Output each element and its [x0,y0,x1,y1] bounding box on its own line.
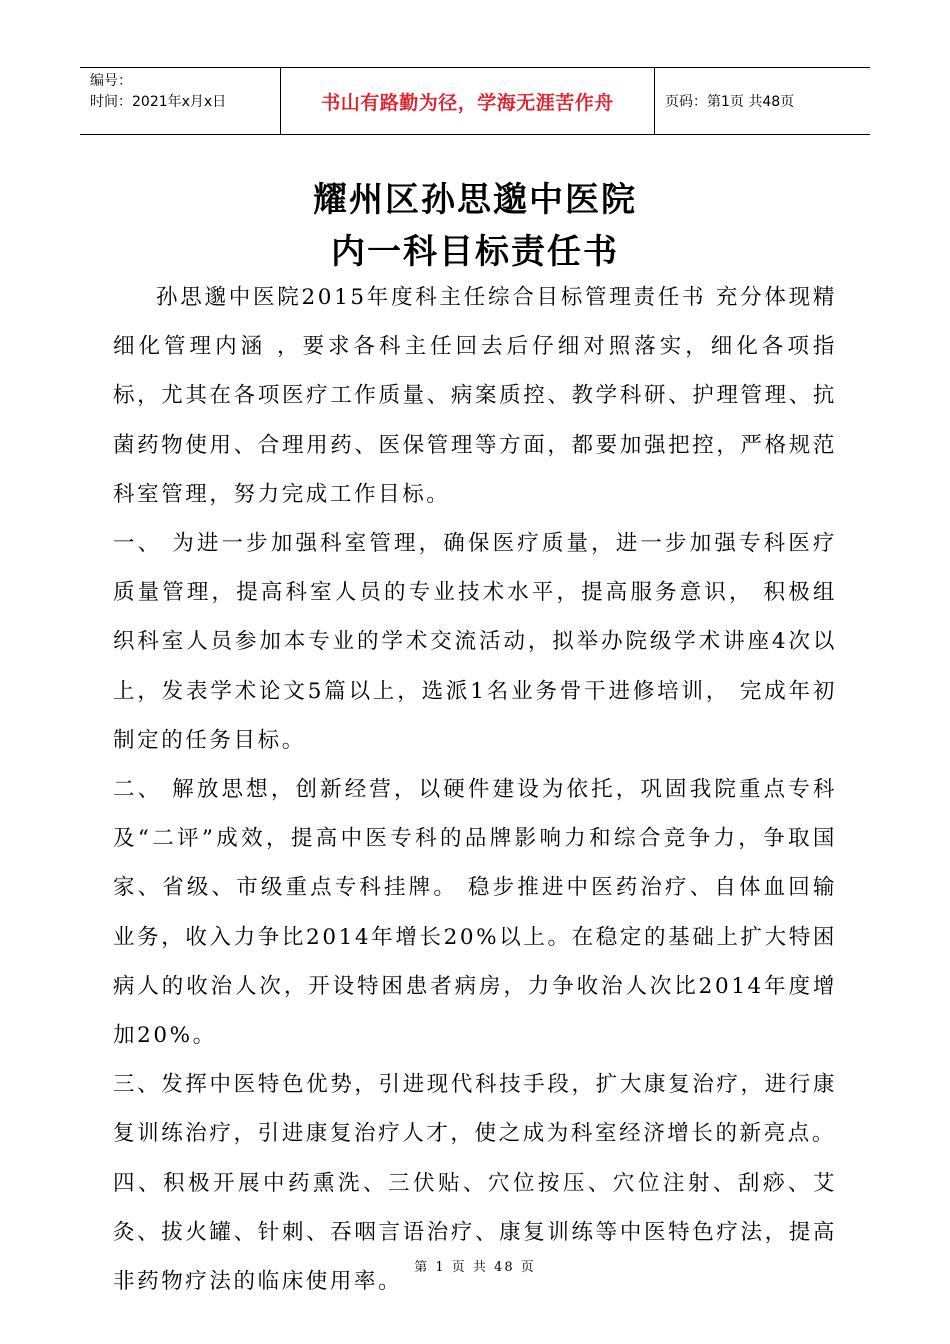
paragraph-item-1: 一、 为进一步加强科室管理，确保医疗质量，进一步加强专科医疗质量管理，提高科室人员的专业技术水平，提高服务意识， 积极组织科室人员参加本专业的学术交流活动，拟举办院级学术讲座4次以上，发表学术论文5篇以上，选派1名业务骨干进修培训， 完成年初制定的任务目标。 [113,531,837,753]
document-title-line2: 内一科目标责任书 [331,232,619,272]
paragraph-item-4: 四、积极开展中药熏洗、三伏贴、穴位按压、穴位注射、刮痧、艾灸、拔火罐、针刺、吞咽言语治疗、康复训练等中医特色疗法，提高非药物疗法的临床使用率。 [113,1170,837,1295]
header-meta [80,68,280,134]
header-time-label: 时间：2021年x月x日 [90,94,227,110]
document-header [80,67,870,135]
paragraph-intro: 孙思邈中医院2015年度科主任综合目标管理责任书 充分体现精细化管理内涵 ，要求各科主任回去后仔细对照落实，细化各项指标，尤其在各项医疗工作质量、病案质控、教学科研、护理管理、抗菌药物使用、合理用药、医保管理等方面，都要加强把控，严格规范科室管理，努力完成工作目标。 [113,285,837,507]
paragraph-item-3: 三、发挥中医特色优势，引进现代科技手段，扩大康复治疗，进行康复训练治疗，引进康复治疗人才，使之成为科室经济增长的新亮点。 [113,1072,837,1147]
document-title-line1: 耀州区孙思邈中医院 [313,180,637,220]
header-page-info: 页码：第1页 共48页 [665,94,795,110]
document-body [113,273,837,1306]
paragraph-item-2: 二、 解放思想，创新经营，以硬件建设为依托，巩固我院重点专科及“二评”成效，提高中医专科的品牌影响力和综合竞争力，争取国家、省级、市级重点专科挂牌。 稳步推进中医药治疗、自体血回输业务，收入力争比2014年增长20%以上。在稳定的基础上扩大特困病人的收治人次，开设特困患者病房，力争收治人次比2014年度增加20%。 [113,777,837,1049]
header-motto: 书山有路勤为径，学海无涯苦作舟 [280,68,655,134]
page-footer: 第 1 页 共 48 页 [414,1260,536,1275]
header-number-label: 编号： [90,73,132,89]
